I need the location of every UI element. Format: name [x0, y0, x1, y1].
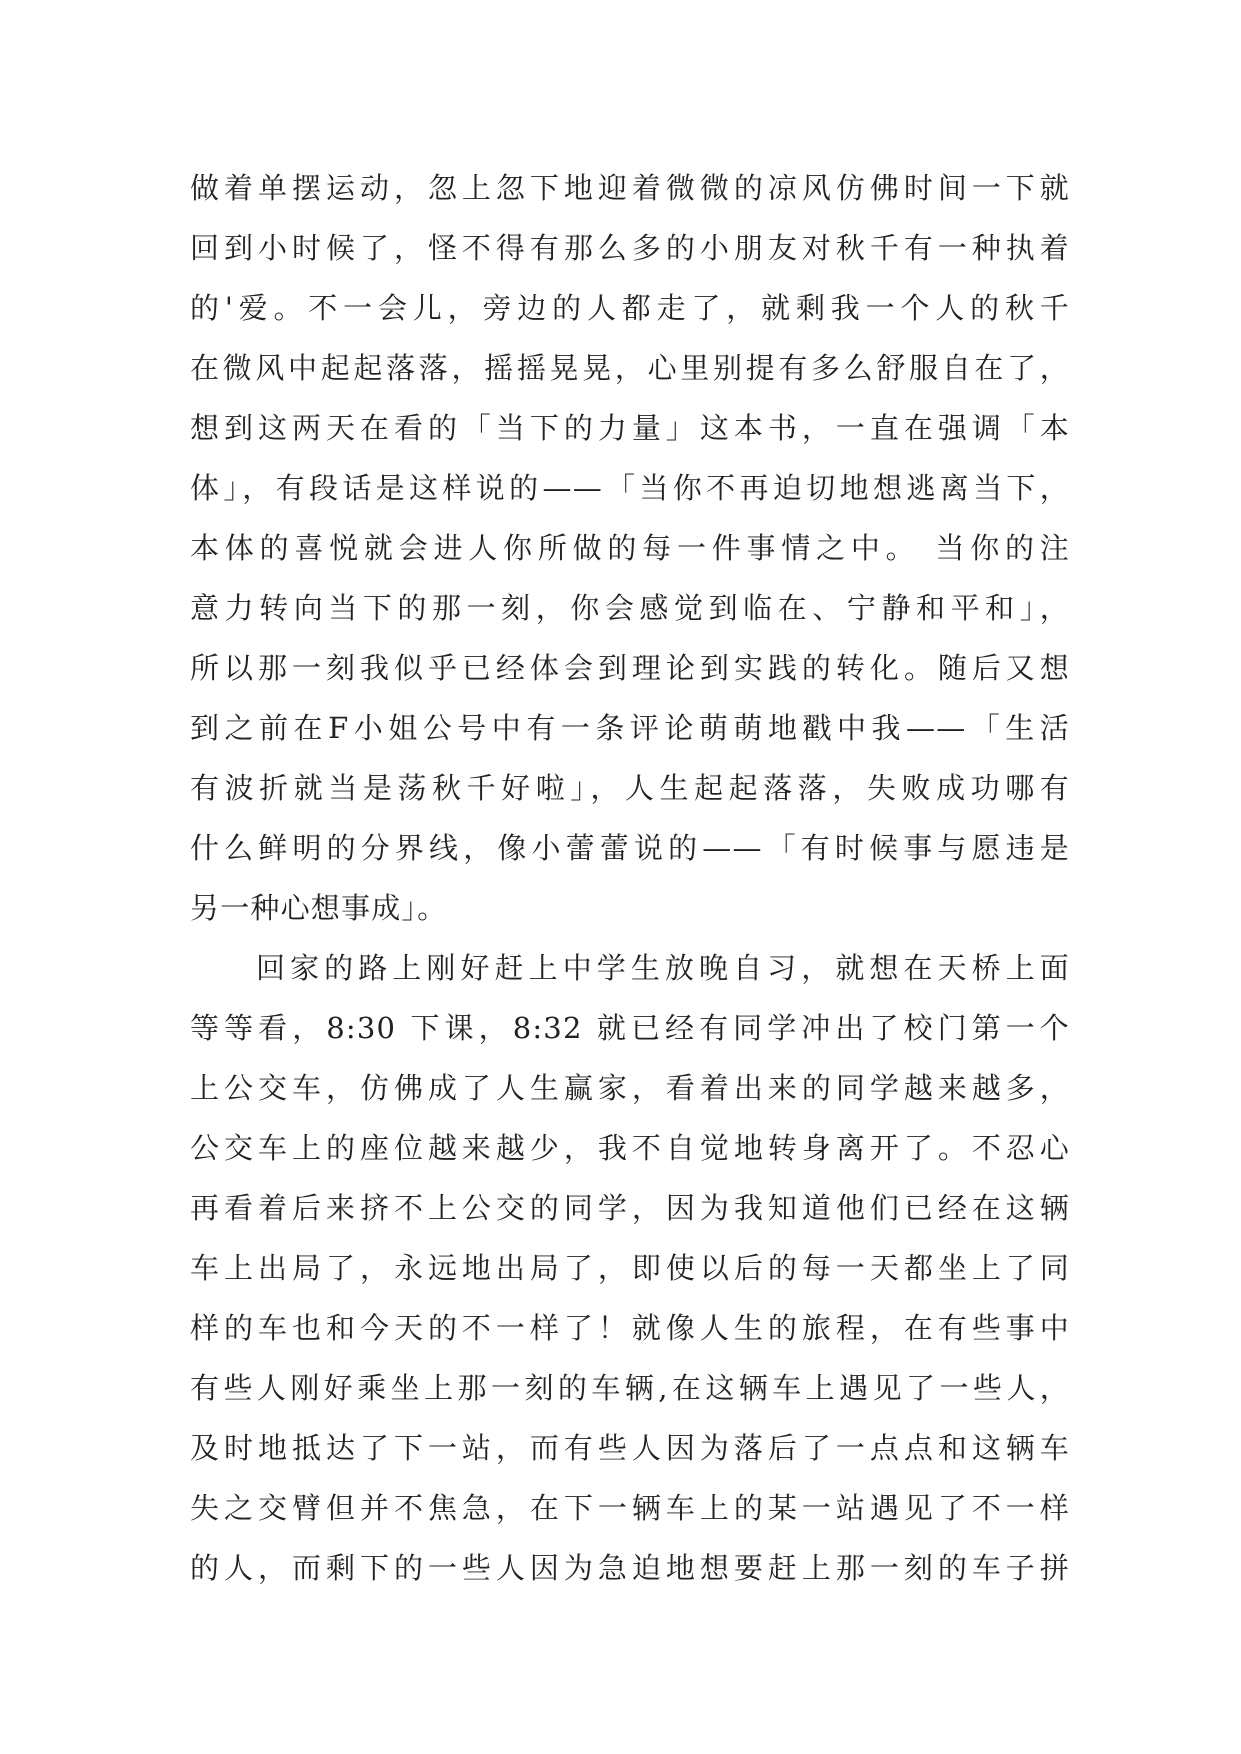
text-line: 有些人刚好乘坐上那一刻的车辆,在这辆车上遇见了一些人，: [190, 1371, 1070, 1405]
text-line: 及时地抵达了下一站，而有些人因为落后了一点点和这辆车: [190, 1431, 1070, 1465]
text-line: 等等看，8:30 下课，8:32 就已经有同学冲出了校门第一个: [190, 1011, 1070, 1045]
text-line: 的人，而剩下的一些人因为急迫地想要赶上那一刻的车子拼: [190, 1551, 1070, 1585]
text-line: 回家的路上刚好赶上中学生放晚自习，就想在天桥上面: [256, 951, 1070, 985]
text-line: 的'爱。不一会儿，旁边的人都走了，就剩我一个人的秋千: [190, 291, 1070, 325]
text-line: 样的车也和今天的不一样了！就像人生的旅程，在有些事中: [190, 1311, 1070, 1345]
body-text: [190, 158, 1070, 1598]
text-line: 所以那一刻我似乎已经体会到理论到实践的转化。随后又想: [190, 651, 1070, 685]
text-line: 上公交车，仿佛成了人生赢家，看着出来的同学越来越多，: [190, 1071, 1070, 1105]
text-line: 有波折就当是荡秋千好啦」，人生起起落落，失败成功哪有: [190, 771, 1070, 805]
text-line: 本体的喜悦就会进人你所做的每一件事情之中。 当你的注: [190, 531, 1070, 565]
text-line: 到之前在F小姐公号中有一条评论萌萌地戳中我——「生活: [190, 711, 1070, 745]
text-line: 意力转向当下的那一刻，你会感觉到临在、宁静和平和」，: [190, 591, 1070, 625]
text-line: 另一种心想事成」。: [190, 891, 448, 925]
text-line: 车上出局了，永远地出局了，即使以后的每一天都坐上了同: [190, 1251, 1070, 1285]
text-line: 想到这两天在看的「当下的力量」这本书，一直在强调「本: [190, 411, 1070, 445]
text-line: 回到小时候了，怪不得有那么多的小朋友对秋千有一种执着: [190, 231, 1070, 265]
text-line: 做着单摆运动，忽上忽下地迎着微微的凉风仿佛时间一下就: [190, 171, 1070, 205]
text-line: 体」，有段话是这样说的——「当你不再迫切地想逃离当下，: [190, 471, 1070, 505]
text-line: 什么鲜明的分界线，像小蕾蕾说的——「有时候事与愿违是: [190, 831, 1070, 865]
text-line: 失之交臂但并不焦急，在下一辆车上的某一站遇见了不一样: [190, 1491, 1070, 1525]
text-line: 在微风中起起落落，摇摇晃晃，心里别提有多么舒服自在了，: [190, 351, 1070, 385]
text-line: 再看着后来挤不上公交的同学，因为我知道他们已经在这辆: [190, 1191, 1070, 1225]
text-line: 公交车上的座位越来越少，我不自觉地转身离开了。不忍心: [190, 1131, 1070, 1165]
